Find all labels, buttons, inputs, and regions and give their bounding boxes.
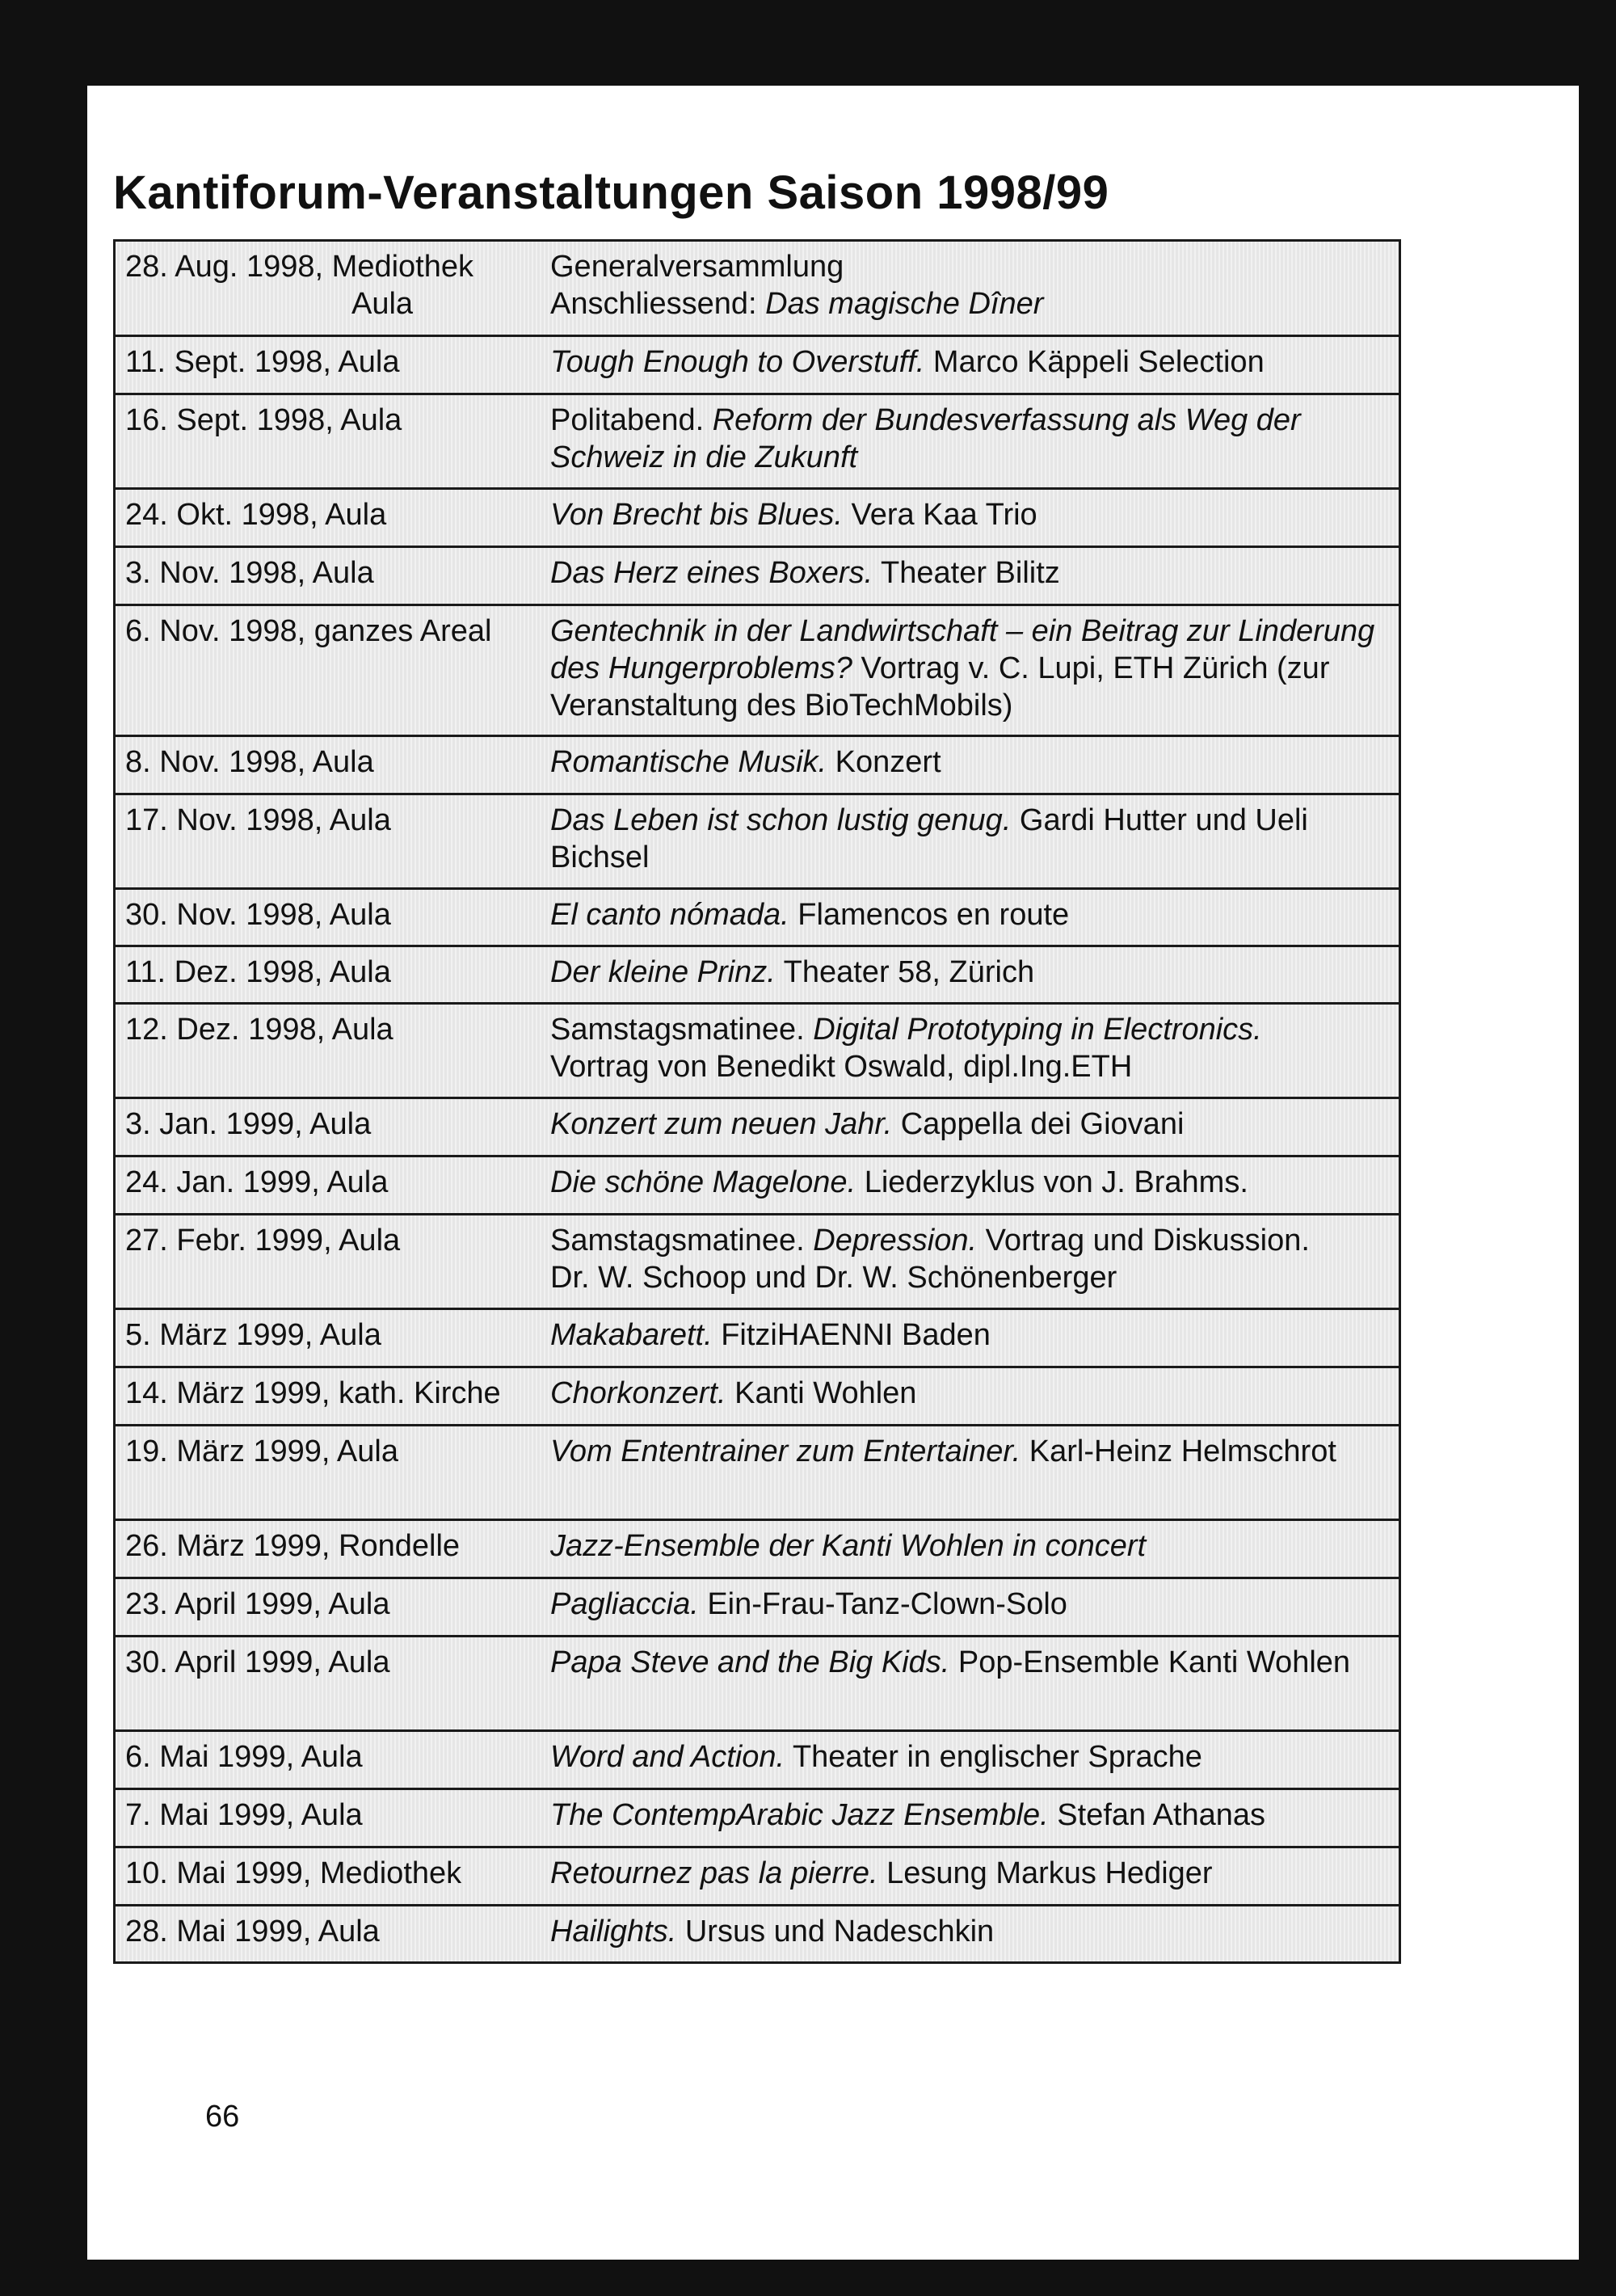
event-date bbox=[116, 1797, 550, 1834]
event-date bbox=[116, 1222, 550, 1259]
event-date-venue: Aula bbox=[351, 287, 414, 321]
event-date-text: 6. Nov. 1998, ganzes Areal bbox=[125, 614, 492, 648]
event-date bbox=[116, 554, 550, 592]
event-detail: Stefan Athanas bbox=[1048, 1798, 1266, 1832]
event-date-text: 24. Okt. 1998, Aula bbox=[125, 498, 387, 532]
event-date-text: 27. Febr. 1999, Aula bbox=[125, 1224, 401, 1258]
event-detail: Konzert bbox=[827, 745, 941, 779]
event-date bbox=[116, 248, 550, 322]
event-description bbox=[550, 613, 1399, 724]
event-row bbox=[116, 337, 1399, 395]
event-detail: Vortrag v. C. Lupi, ETH Zürich (zur Veranstaltung des BioTechMobils) bbox=[550, 651, 1330, 723]
event-date bbox=[116, 496, 550, 533]
event-description bbox=[550, 1317, 1399, 1354]
event-detail: Theater 58, Zürich bbox=[775, 955, 1035, 989]
event-row bbox=[116, 795, 1399, 890]
page-title: Kantiforum-Veranstaltungen Saison 1998/99 bbox=[113, 166, 1109, 219]
event-date bbox=[116, 1738, 550, 1776]
event-row bbox=[116, 890, 1399, 947]
event-row bbox=[116, 1215, 1399, 1310]
event-title-italic: Tough Enough to Overstuff. bbox=[550, 345, 925, 379]
event-title-italic: Word and Action. bbox=[550, 1740, 785, 1774]
event-row bbox=[116, 490, 1399, 548]
event-date-text: 24. Jan. 1999, Aula bbox=[125, 1165, 389, 1199]
event-row bbox=[116, 242, 1399, 337]
event-description bbox=[550, 1164, 1399, 1201]
event-date bbox=[116, 402, 550, 439]
event-detail: Kanti Wohlen bbox=[726, 1376, 917, 1410]
event-description bbox=[550, 1527, 1399, 1565]
event-date-text: 14. März 1999, kath. Kirche bbox=[125, 1376, 501, 1410]
event-description bbox=[550, 1106, 1399, 1143]
event-detail: Marco Käppeli Selection bbox=[924, 345, 1265, 379]
event-description bbox=[550, 1375, 1399, 1412]
event-date bbox=[116, 1527, 550, 1565]
event-date-text: 26. März 1999, Rondelle bbox=[125, 1529, 461, 1563]
event-date bbox=[116, 343, 550, 381]
event-date bbox=[116, 1913, 550, 1950]
event-detail: Theater in englischer Sprache bbox=[785, 1740, 1202, 1774]
event-date bbox=[116, 896, 550, 933]
event-title-italic: Das Leben ist schon lustig genug. bbox=[550, 803, 1012, 837]
event-date-text: 17. Nov. 1998, Aula bbox=[125, 803, 391, 837]
event-description bbox=[550, 954, 1399, 991]
event-date-text: 10. Mai 1999, Mediothek bbox=[125, 1856, 462, 1890]
event-title-italic: Gentechnik in der Landwirtschaft – ein Beitrag zur Linderung des Hungerproblems? bbox=[550, 614, 1375, 685]
event-detail: Theater Bilitz bbox=[873, 556, 1060, 590]
event-title-italic: Reform der Bundesverfassung als Weg der Schweiz in die Zukunft bbox=[550, 403, 1301, 474]
event-description bbox=[550, 1222, 1399, 1296]
event-date-text: 30. Nov. 1998, Aula bbox=[125, 898, 391, 932]
event-date-text: 16. Sept. 1998, Aula bbox=[125, 403, 402, 437]
event-description bbox=[550, 343, 1399, 381]
event-date-text: 3. Jan. 1999, Aula bbox=[125, 1107, 372, 1141]
event-detail: Samstagsmatinee. bbox=[550, 1224, 814, 1258]
event-row bbox=[116, 1848, 1399, 1906]
event-detail: Pop-Ensemble Kanti Wohlen bbox=[949, 1645, 1351, 1679]
event-date bbox=[116, 1011, 550, 1048]
event-title-italic: Depression. bbox=[813, 1224, 978, 1258]
event-title-italic: Papa Steve and the Big Kids. bbox=[550, 1645, 950, 1679]
event-title-italic: Chorkonzert. bbox=[550, 1376, 726, 1410]
event-detail: Politabend. bbox=[550, 403, 713, 437]
event-date bbox=[116, 1644, 550, 1681]
event-date-text: 23. April 1999, Aula bbox=[125, 1587, 390, 1621]
event-date bbox=[116, 954, 550, 991]
event-description bbox=[550, 744, 1399, 781]
event-title-italic: Konzert zum neuen Jahr. bbox=[550, 1107, 893, 1141]
event-date-text: 28. Mai 1999, Aula bbox=[125, 1915, 380, 1948]
event-title-italic: Pagliaccia. bbox=[550, 1587, 699, 1621]
event-title-italic: Digital Prototyping in Electronics. bbox=[813, 1013, 1262, 1047]
event-row bbox=[116, 1157, 1399, 1215]
event-row bbox=[116, 1005, 1399, 1099]
event-detail: Anschliessend: bbox=[550, 287, 766, 321]
event-date bbox=[116, 1433, 550, 1470]
event-row bbox=[116, 395, 1399, 490]
event-row bbox=[116, 1521, 1399, 1579]
event-row bbox=[116, 1310, 1399, 1368]
event-description bbox=[550, 896, 1399, 933]
event-row bbox=[116, 1790, 1399, 1848]
event-date bbox=[116, 1317, 550, 1354]
event-title-italic: Retournez pas la pierre. bbox=[550, 1856, 878, 1890]
event-date-text: 8. Nov. 1998, Aula bbox=[125, 745, 374, 779]
event-date-text: 28. Aug. 1998, Mediothek bbox=[125, 250, 473, 284]
event-description bbox=[550, 1433, 1399, 1470]
event-date bbox=[116, 1106, 550, 1143]
event-date-text: 11. Sept. 1998, Aula bbox=[125, 345, 400, 379]
event-detail: Ein-Frau-Tanz-Clown-Solo bbox=[698, 1587, 1067, 1621]
event-detail: Vortrag und Diskussion. bbox=[977, 1224, 1310, 1258]
event-detail: Samstagsmatinee. bbox=[550, 1013, 814, 1047]
event-detail: Vortrag von Benedikt Oswald, dipl.Ing.ETH bbox=[550, 1050, 1133, 1084]
event-row bbox=[116, 1732, 1399, 1790]
event-date-text: 11. Dez. 1998, Aula bbox=[125, 955, 391, 989]
event-row bbox=[116, 947, 1399, 1005]
event-date bbox=[116, 1375, 550, 1412]
event-row bbox=[116, 1579, 1399, 1637]
event-date-text: 30. April 1999, Aula bbox=[125, 1645, 390, 1679]
event-title-italic: Die schöne Magelone. bbox=[550, 1165, 856, 1199]
event-description bbox=[550, 248, 1399, 322]
event-title-italic: Romantische Musik. bbox=[550, 745, 827, 779]
event-row bbox=[116, 737, 1399, 795]
event-detail: Dr. W. Schoop und Dr. W. Schönenberger bbox=[550, 1261, 1117, 1295]
event-title-italic: Jazz-Ensemble der Kanti Wohlen in concert bbox=[550, 1529, 1147, 1563]
event-detail: FitziHAENNI Baden bbox=[712, 1318, 991, 1352]
page-number: 66 bbox=[205, 2100, 240, 2134]
event-description bbox=[550, 1797, 1399, 1834]
event-title-italic: Das magische Dîner bbox=[765, 287, 1044, 321]
event-description bbox=[550, 496, 1399, 533]
event-detail: Ursus und Nadeschkin bbox=[676, 1915, 995, 1948]
event-row bbox=[116, 606, 1399, 737]
event-date-text: 19. März 1999, Aula bbox=[125, 1434, 398, 1468]
event-title-italic: Von Brecht bis Blues. bbox=[550, 498, 843, 532]
event-detail: Gardi Hutter und Ueli Bichsel bbox=[550, 803, 1308, 874]
event-detail: Vera Kaa Trio bbox=[842, 498, 1037, 532]
event-description bbox=[550, 402, 1399, 476]
event-date bbox=[116, 802, 550, 839]
event-date-text: 7. Mai 1999, Aula bbox=[125, 1798, 363, 1832]
event-date-text: 12. Dez. 1998, Aula bbox=[125, 1013, 393, 1047]
event-detail: Cappella dei Giovani bbox=[892, 1107, 1185, 1141]
event-description bbox=[550, 1586, 1399, 1623]
event-detail: Generalversammlung bbox=[550, 250, 844, 284]
event-date bbox=[116, 613, 550, 650]
event-description bbox=[550, 802, 1399, 876]
event-detail: Lesung Markus Hediger bbox=[877, 1856, 1213, 1890]
event-title-italic: El canto nómada. bbox=[550, 898, 789, 932]
event-title-italic: Das Herz eines Boxers. bbox=[550, 556, 873, 590]
event-row bbox=[116, 1099, 1399, 1157]
event-date bbox=[116, 1586, 550, 1623]
event-row bbox=[116, 1906, 1399, 1961]
event-title-italic: Hailights. bbox=[550, 1915, 677, 1948]
event-title-italic: Vom Ententrainer zum Entertainer. bbox=[550, 1434, 1021, 1468]
event-description bbox=[550, 1011, 1399, 1085]
event-description bbox=[550, 554, 1399, 592]
event-title-italic: Makabarett. bbox=[550, 1318, 713, 1352]
event-row bbox=[116, 1637, 1399, 1732]
event-title-italic: The ContempArabic Jazz Ensemble. bbox=[550, 1798, 1049, 1832]
event-row bbox=[116, 548, 1399, 606]
event-detail: Liederzyklus von J. Brahms. bbox=[856, 1165, 1248, 1199]
event-date-text: 6. Mai 1999, Aula bbox=[125, 1740, 363, 1774]
event-description bbox=[550, 1855, 1399, 1892]
event-date bbox=[116, 1164, 550, 1201]
event-title-italic: Der kleine Prinz. bbox=[550, 955, 776, 989]
events-table bbox=[113, 239, 1401, 1964]
event-description bbox=[550, 1913, 1399, 1950]
event-date-text: 3. Nov. 1998, Aula bbox=[125, 556, 374, 590]
event-description bbox=[550, 1644, 1399, 1681]
event-date bbox=[116, 744, 550, 781]
event-row bbox=[116, 1368, 1399, 1426]
event-detail: Flamencos en route bbox=[789, 898, 1070, 932]
event-description bbox=[550, 1738, 1399, 1776]
event-detail: Karl-Heinz Helmschrot bbox=[1021, 1434, 1336, 1468]
event-date-text: 5. März 1999, Aula bbox=[125, 1318, 381, 1352]
event-row bbox=[116, 1426, 1399, 1521]
event-date bbox=[116, 1855, 550, 1892]
